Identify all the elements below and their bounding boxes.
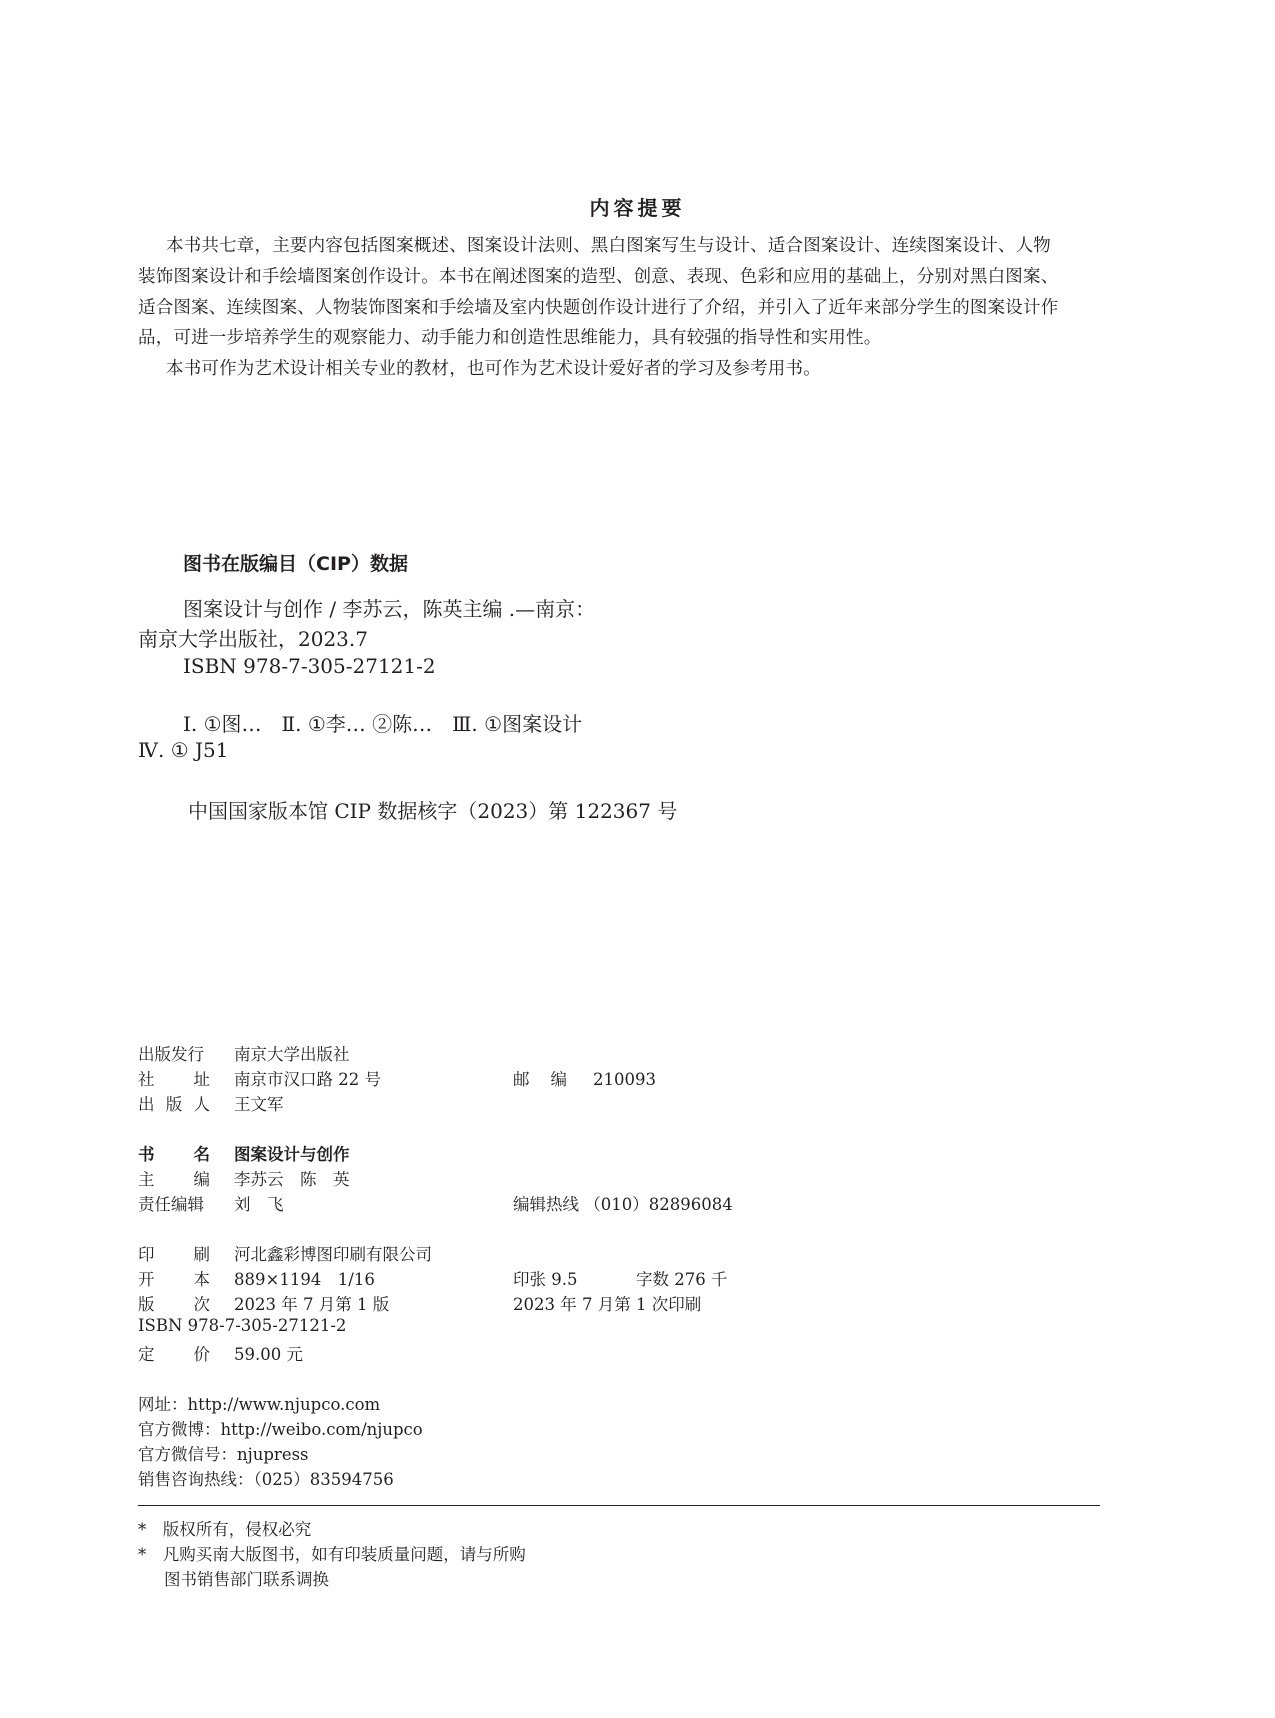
cip-publisher-line: 南京大学出版社，2023.7 — [138, 627, 368, 651]
cip-classification-2: Ⅳ. ① J51 — [138, 738, 229, 762]
postcode-value: 210093 — [593, 1070, 656, 1089]
resp-editor-value: 刘 飞 — [234, 1195, 284, 1214]
printer-value: 河北鑫彩博图印刷有限公司 — [234, 1245, 432, 1264]
price-value: 59.00 元 — [234, 1345, 303, 1364]
bookname-label: 书名 — [138, 1145, 210, 1164]
website: 网址：http://www.njupco.com — [138, 1395, 381, 1414]
edition-label: 版次 — [138, 1295, 210, 1314]
sales-hotline: 销售咨询热线：（025）83594756 — [138, 1470, 394, 1489]
summary-line-1: 本书共七章，主要内容包括图案概述、图案设计法则、黑白图案写生与设计、适合图案设计、连续图案设计、人物 — [166, 236, 1051, 256]
imprint-price-row — [138, 1341, 303, 1365]
summary-line-2: 装饰图案设计和手绘墙图案创作设计。本书在阐述图案的造型、创意、表现、色彩和应用的基础上，分别对黑白图案、 — [138, 267, 1059, 287]
cip-title-line: 图案设计与创作 / 李苏云，陈英主编 .—南京： — [183, 597, 596, 621]
imprint-resp-editor-row — [138, 1191, 284, 1215]
summary-line-3: 适合图案、连续图案、人物装饰图案和手绘墙及室内快题创作设计进行了介绍，并引入了近年来部分学生的图案设计作 — [138, 298, 1059, 318]
address-value: 南京市汉口路 22 号 — [234, 1070, 381, 1089]
bookname-value: 图案设计与创作 — [234, 1145, 350, 1164]
weibo: 官方微博：http://weibo.com/njupco — [138, 1420, 423, 1439]
imprint-publisher-row — [138, 1041, 350, 1065]
imprint-format-row — [138, 1266, 375, 1290]
editor-hotline: 编辑热线 （010）82896084 — [513, 1195, 733, 1214]
issuer-value: 王文军 — [234, 1095, 284, 1114]
imprint-edition-row — [138, 1291, 389, 1315]
note-quality-2: 图书销售部门联系调换 — [164, 1570, 329, 1589]
price-label: 定价 — [138, 1345, 210, 1364]
note-quality-1: * 凡购买南大版图书，如有印装质量问题，请与所购 — [138, 1545, 526, 1564]
imprint-bookname-row — [138, 1141, 350, 1165]
imprint-isbn: ISBN 978-7-305-27121-2 — [138, 1316, 347, 1335]
editor-value: 李苏云 陈 英 — [234, 1170, 350, 1189]
imprint-printer-row — [138, 1241, 432, 1265]
imprint-issuer-row — [138, 1091, 284, 1115]
imprint-address-row — [138, 1066, 381, 1090]
print-sheets: 印张 9.5 — [513, 1270, 578, 1289]
publisher-label: 出版发行 — [138, 1045, 204, 1064]
cip-isbn: ISBN 978-7-305-27121-2 — [183, 654, 436, 678]
resp-editor-label: 责任编辑 — [138, 1195, 204, 1214]
summary-title: 内容提要 — [589, 196, 686, 220]
note-copyright: * 版权所有，侵权必究 — [138, 1520, 312, 1539]
cip-title: 图书在版编目（CIP）数据 — [183, 553, 408, 575]
edition-value: 2023 年 7 月第 1 版 — [234, 1295, 390, 1314]
divider — [138, 1505, 1100, 1506]
format-label: 开本 — [138, 1270, 210, 1289]
summary-line-4: 品，可进一步培养学生的观察能力、动手能力和创造性思维能力，具有较强的指导性和实用性。 — [138, 328, 882, 348]
printer-label: 印刷 — [138, 1245, 210, 1264]
postcode-label: 邮编 — [513, 1070, 567, 1089]
wechat: 官方微信号：njupress — [138, 1445, 309, 1464]
cip-classification-1: Ⅰ. ①图… Ⅱ. ①李… ②陈… Ⅲ. ①图案设计 — [183, 712, 583, 736]
imprint-postcode-row — [513, 1066, 656, 1090]
issuer-label: 出版人 — [138, 1095, 210, 1114]
cip-record-number: 中国国家版本馆 CIP 数据核字（2023）第 122367 号 — [188, 799, 678, 823]
summary-line-5: 本书可作为艺术设计相关专业的教材，也可作为艺术设计爱好者的学习及参考用书。 — [166, 359, 821, 379]
printing-info: 2023 年 7 月第 1 次印刷 — [513, 1295, 702, 1314]
format-value: 889×1194 1/16 — [234, 1270, 375, 1289]
editor-label: 主编 — [138, 1170, 210, 1189]
publisher-value: 南京大学出版社 — [234, 1045, 350, 1064]
address-label: 社址 — [138, 1070, 210, 1089]
imprint-editor-row — [138, 1166, 350, 1190]
word-count: 字数 276 千 — [636, 1270, 728, 1289]
